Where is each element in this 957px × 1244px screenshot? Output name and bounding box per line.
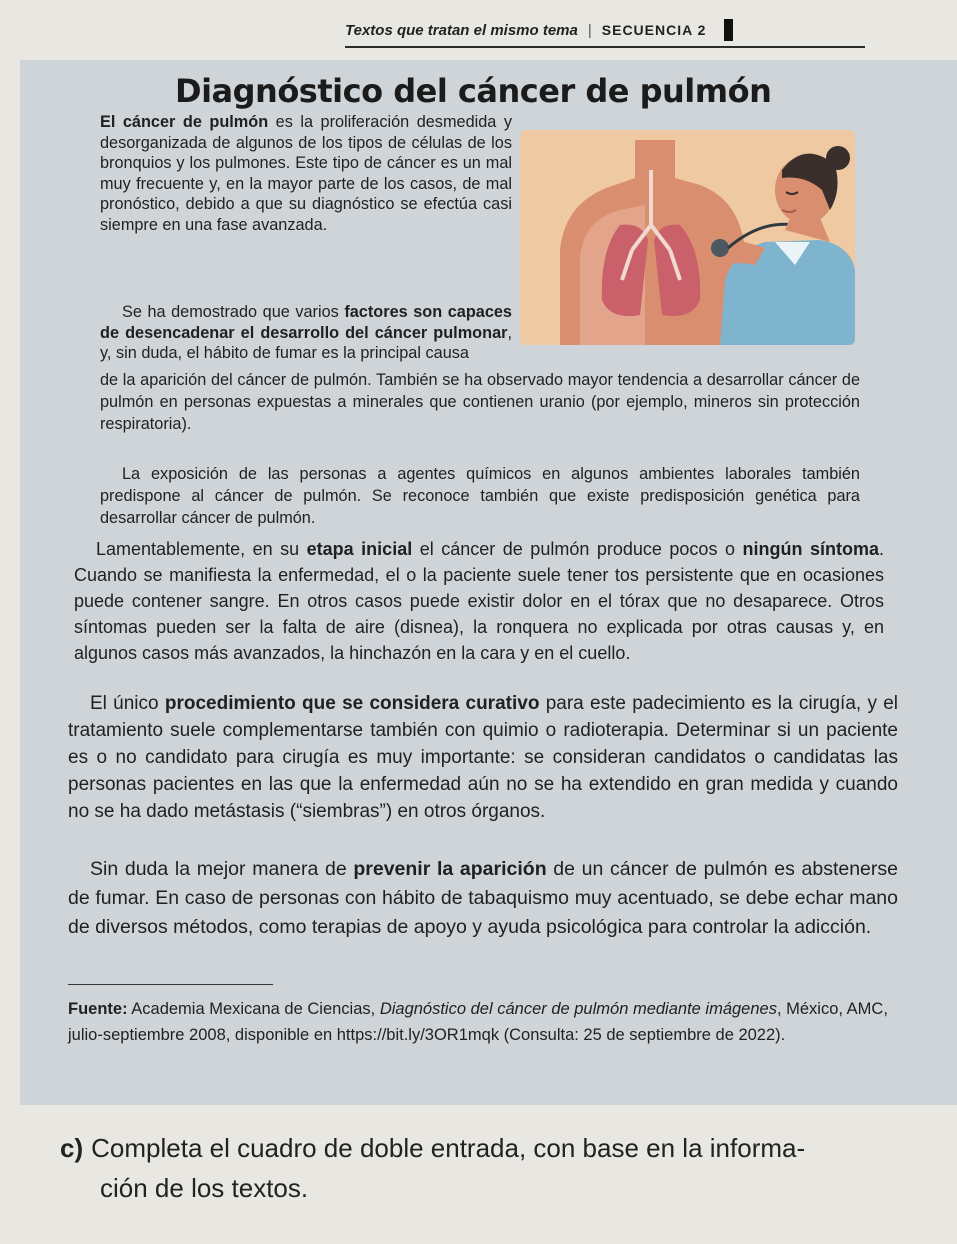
prevention-pre-text: Sin duda la mejor manera de — [90, 858, 354, 880]
paragraph-definition-text: es la proliferación desmedida y desorganizada de algunos de los tipos de células de los bronquios y los pulmones. Este tipo de cáncer es un mal muy frecuente y, en la mayor parte de los casos, de mal pronóstico, debido a que su diagnóstico se efectúa casi siempre en una fase avanzada. — [100, 113, 512, 234]
activity-instruction — [60, 1130, 950, 1206]
symptoms-mid-text: el cáncer de pulmón produce pocos o — [412, 539, 743, 559]
treatment-pre-text: El único — [90, 693, 165, 714]
paragraph-definition — [100, 112, 512, 235]
header-separator: | — [587, 21, 592, 39]
paragraph-factors-cont: de la aparición del cáncer de pulmón. También se ha observado mayor tendencia a desarrollar cáncer de pulmón en personas expuestas a minerales que contienen uranio (por ejemplo, mineros sin protección respiratoria). — [100, 371, 860, 433]
term-cancer-pulmon: El cáncer de pulmón — [100, 113, 269, 131]
paragraph-prevention — [68, 855, 898, 942]
factors-pre-text: Se ha demostrado que varios — [122, 303, 345, 321]
source-divider — [68, 984, 273, 985]
paragraph-factors-intro — [100, 302, 512, 364]
activity-line-2: ción de los textos. — [100, 1173, 309, 1203]
article-title: Diagnóstico del cáncer de pulmón — [175, 72, 772, 110]
paragraph-symptoms — [74, 536, 884, 666]
doctor-lungs-illustration — [520, 130, 855, 345]
prevention-bold-text: prevenir la aparición — [353, 858, 547, 880]
treatment-post-text: para este padecimiento es la cirugía, y el tratamiento suele complementarse también con quimio o radioterapia. Determinar si un paciente es o no candidato para cirugía es muy importante: se consideran candidatos o candidatas las personas pacientes en las que la enfermedad aún no se ha extendido en gran medida y cuando no se ha dado metástasis (“siembras”) en otros órganos. — [68, 693, 899, 822]
source-citation — [68, 996, 888, 1048]
symptoms-bold-stage: etapa inicial — [306, 539, 413, 559]
source-label: Fuente: — [68, 1000, 128, 1018]
source-pre-text: Academia Mexicana de Ciencias, — [127, 1000, 380, 1018]
symptoms-bold-none: ningún síntoma — [742, 539, 879, 559]
activity-letter: c) — [60, 1133, 84, 1163]
paragraph-treatment — [68, 690, 898, 825]
activity-line-1: Completa el cuadro de doble entrada, con base en la informa- — [91, 1133, 806, 1163]
factors-bold-text: factores son capaces de desencadenar el desarrollo del cáncer pulmonar — [100, 303, 512, 342]
sequence-marker — [724, 19, 733, 41]
series-title: Textos que tratan el mismo tema — [345, 21, 578, 39]
symptoms-post-text: . Cuando se manifiesta la enfermedad, el o la paciente suele tener tos persistente que en ocasiones puede contener sangre. En otros casos puede existir dolor en el tórax que no desaparece. Otros síntomas pueden ser la falta de aire (disnea), la ronquera no explicada por otras causas y, en algunos casos más avanzados, la hinchazón en la cara y en el cuello. — [74, 539, 884, 663]
paragraph-chemicals: La exposición de las personas a agentes químicos en algunos ambientes laborales también predispone al cáncer de pulmón. Se reconoce también que existe predisposición genética para desarrollar cáncer de pulmón. — [100, 465, 860, 527]
source-post-text: , México, AMC, julio-septiembre 2008, disponible en https://bit.ly/3OR1mqk (Consulta: 25 de septiembre de 2022). — [68, 1000, 888, 1044]
sequence-label: SECUENCIA 2 — [601, 22, 707, 38]
prevention-post-text: de un cáncer de pulmón es abstenerse de fumar. En caso de personas con hábito de tabaquismo muy acentuado, se debe echar mano de diversos métodos, como terapias de apoyo y ayuda psicológica para controlar la adicción. — [68, 858, 898, 938]
factors-post-text: , y, sin duda, el hábito de fumar es la principal causa — [100, 323, 512, 362]
source-title: Diagnóstico del cáncer de pulmón mediante imágenes — [379, 1000, 777, 1018]
illustration-svg — [520, 130, 855, 345]
page-header — [345, 14, 865, 48]
treatment-bold-text: procedimiento que se considera curativo — [164, 693, 540, 714]
symptoms-pre-text: Lamentablemente, en su — [96, 539, 307, 559]
